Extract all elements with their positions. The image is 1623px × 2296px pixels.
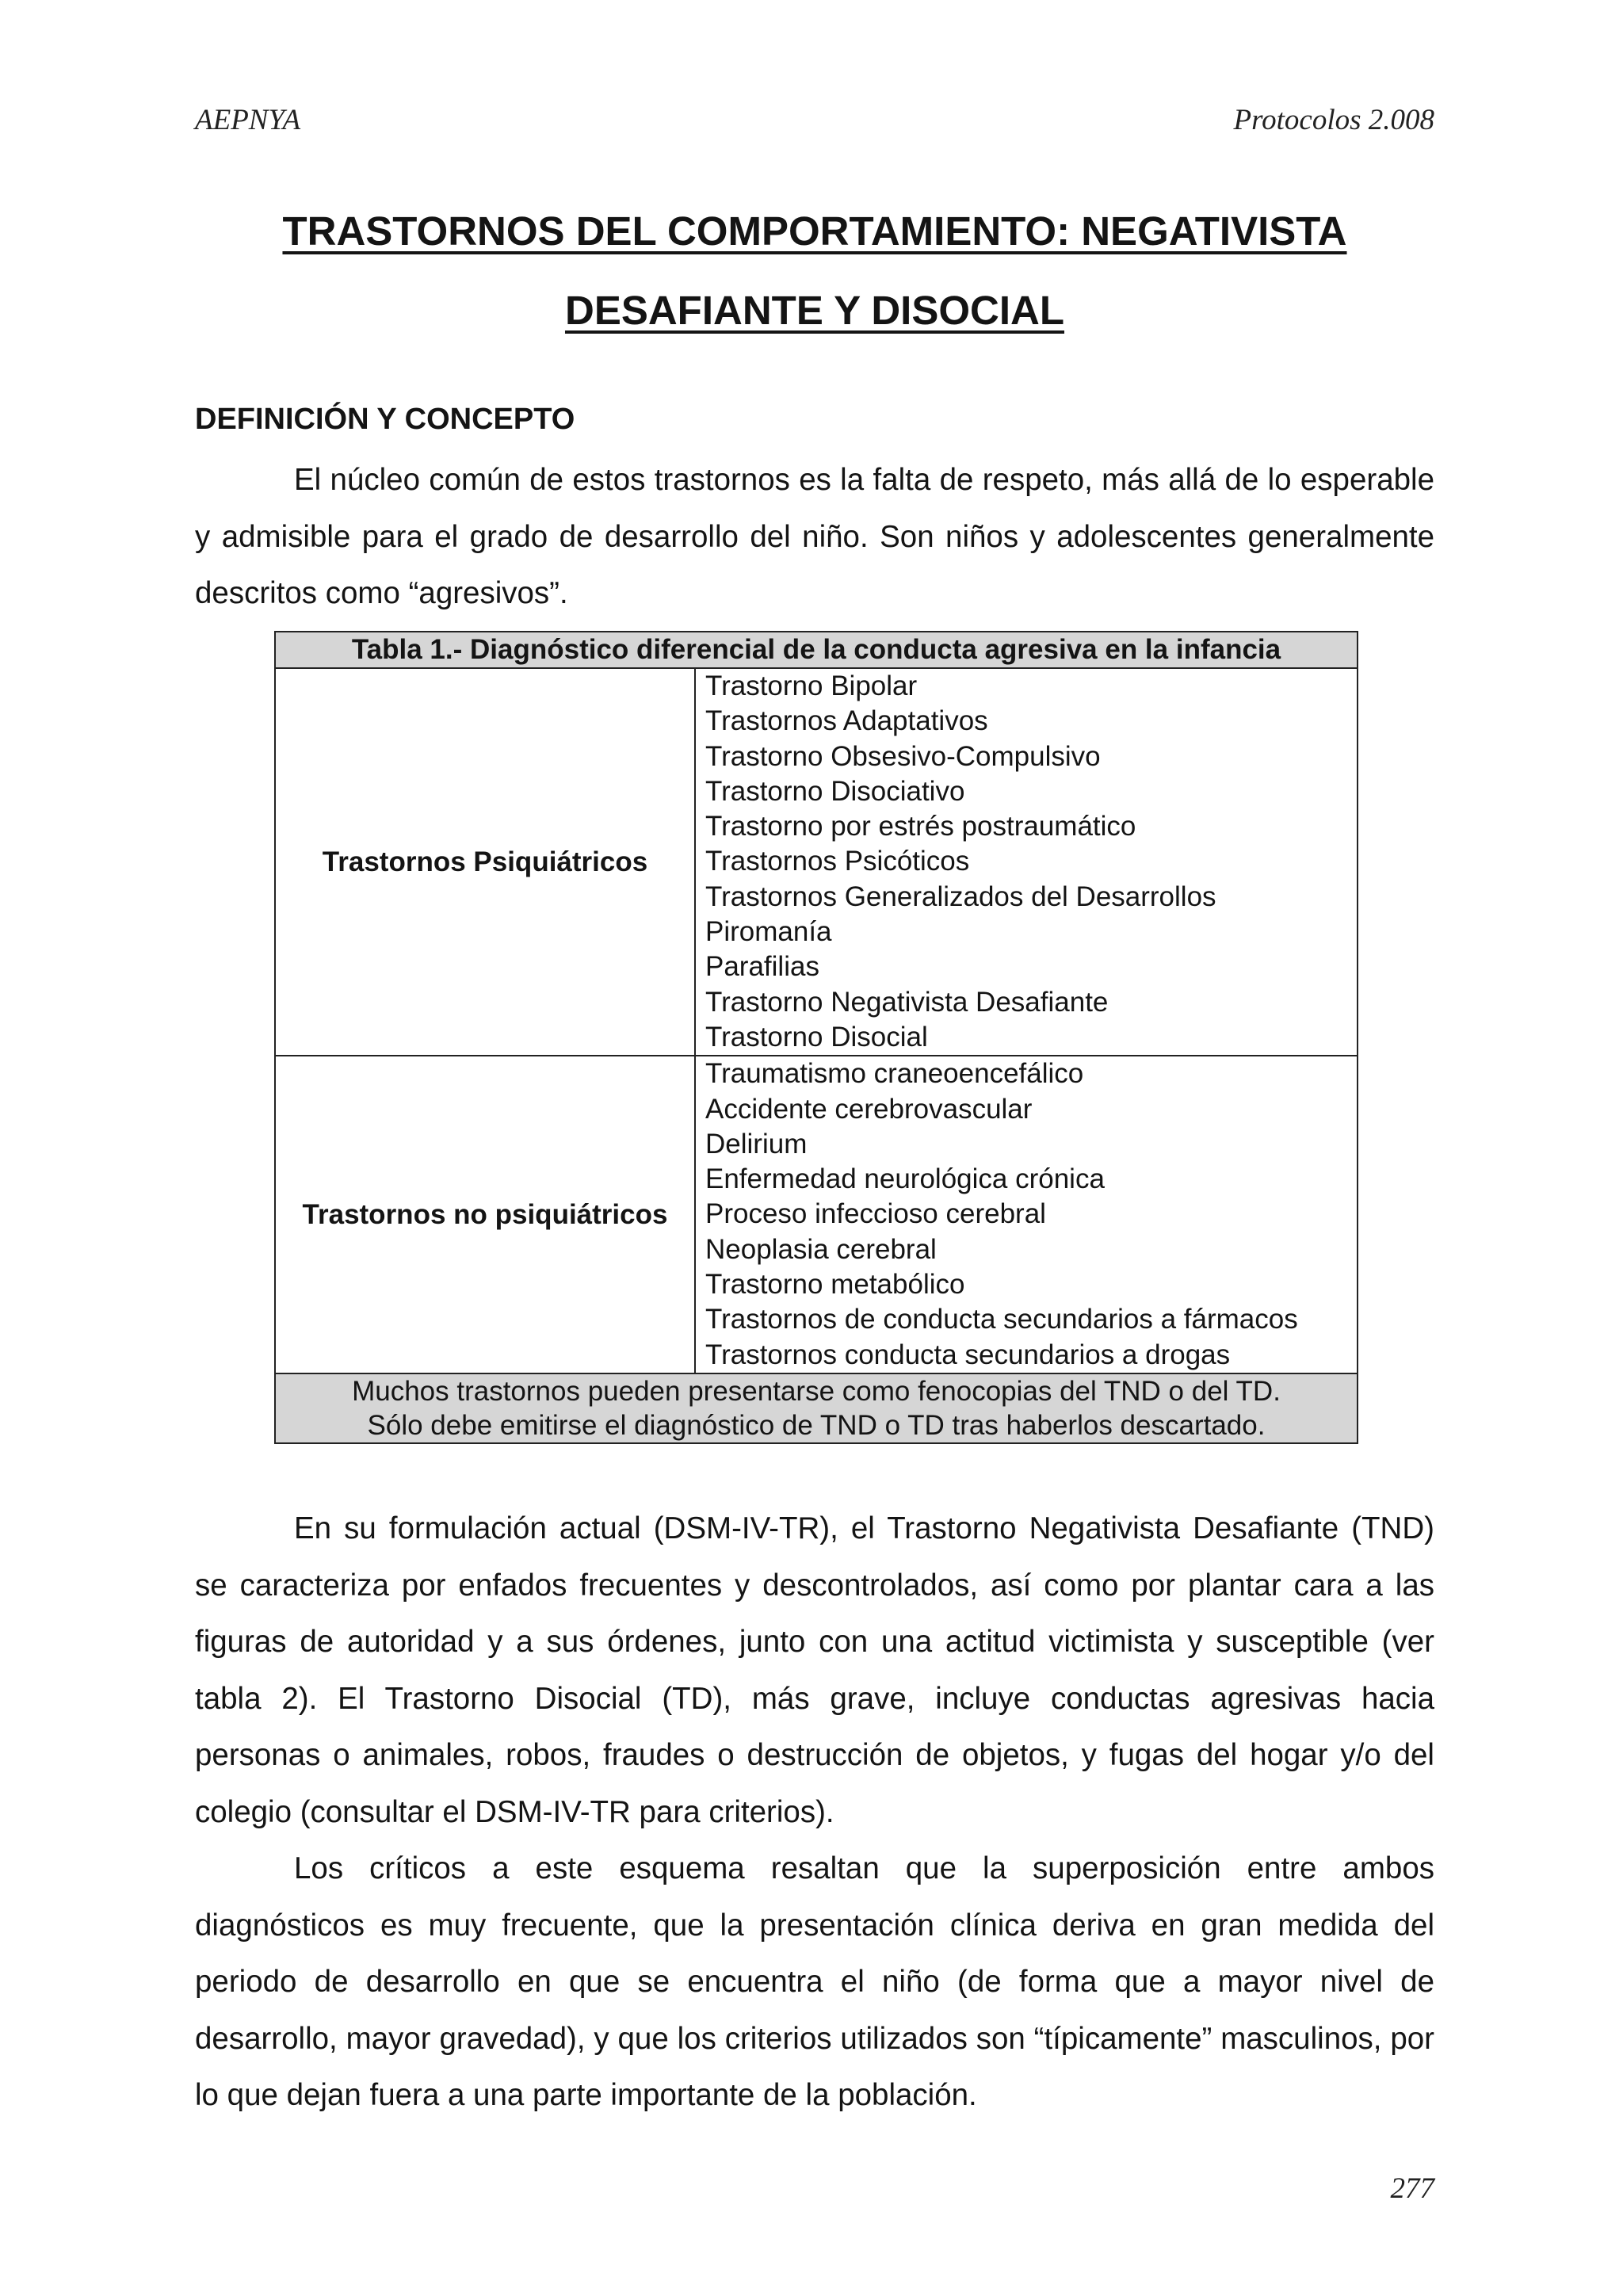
list-item: Trastorno por estrés postraumático: [705, 811, 1136, 842]
list-item: Neoplasia cerebral: [705, 1233, 937, 1265]
header-organization: AEPNYA: [195, 104, 301, 136]
list-item: Trastorno Disocial: [705, 1021, 928, 1052]
table-row: [275, 668, 1358, 1056]
title-line-1: TRASTORNOS DEL COMPORTAMIENTO: NEGATIVISTA: [282, 208, 1347, 254]
category-non-psychiatric: Trastornos no psiquiátricos: [275, 1056, 695, 1373]
list-item: Trastorno Obsesivo-Compulsivo: [705, 740, 1101, 772]
list-item: Trastorno Negativista Desafiante: [705, 986, 1109, 1018]
list-item: Parafilias: [705, 951, 819, 983]
list-item: Trastornos de conducta secundarios a fármacos: [705, 1304, 1298, 1335]
section-heading: DEFINICIÓN Y CONCEPTO: [195, 403, 575, 436]
page-title: [195, 192, 1434, 350]
list-item: Enfermedad neurológica crónica: [705, 1163, 1105, 1195]
header-protocol: Protocolos 2.008: [1233, 104, 1434, 136]
list-item: Trastornos conducta secundarios a drogas: [705, 1339, 1231, 1370]
list-item: Trastorno Bipolar: [705, 670, 918, 701]
list-item: Piromanía: [705, 916, 832, 948]
list-item: Trastorno metabólico: [705, 1269, 965, 1301]
non-psychiatric-items: [695, 1056, 1358, 1373]
footnote-line-1: Muchos trastornos pueden presentarse como fenocopias del TND o del TD.: [352, 1375, 1281, 1407]
list-item: Proceso infeccioso cerebral: [705, 1198, 1046, 1230]
title-line-2: DESAFIANTE Y DISOCIAL: [564, 288, 1065, 333]
list-item: Trastornos Psicóticos: [705, 846, 970, 877]
list-item: Accidente cerebrovascular: [705, 1093, 1033, 1125]
paragraph-critics: Los críticos a este esquema resaltan que la superposición entre ambos diagnósticos es muy frecuente, que la presentación clínica deriva en gran medida del periodo de desarrollo en que se encuentra el niño (de forma que a mayor nivel de desarrollo, mayor gravedad), y que los criterios utilizados son “típicamente” masculinos, por lo que dejan fuera a una parte importante de la población.: [195, 1851, 1434, 2112]
paragraph-dsm-definition: En su formulación actual (DSM-IV-TR), el Trastorno Negativista Desafiante (TND) se caracteriza por enfados frecuentes y descontrolados, así como por plantar cara a las figuras de autoridad y a sus órdenes, junto con una actitud victimista y susceptible (ver tabla 2). El Trastorno Disocial (TD), más grave, incluye conductas agresivas hacia personas o animales, robos, fraudes o destrucción de objetos, y fugas del hogar y/o del colegio (consultar el DSM-IV-TR para criterios).: [195, 1511, 1434, 1829]
footnote-line-2: Sólo debe emitirse el diagnóstico de TND o TD tras haberlos descartado.: [367, 1409, 1266, 1441]
psychiatric-items: [695, 668, 1358, 1056]
page-number: 277: [1390, 2172, 1434, 2205]
table-caption: Tabla 1.- Diagnóstico diferencial de la conducta agresiva en la infancia: [275, 632, 1358, 668]
table-row: [275, 1056, 1358, 1373]
list-item: Trastornos Generalizados del Desarrollos: [705, 881, 1216, 912]
list-item: Trastorno Disociativo: [705, 775, 965, 807]
list-item: Delirium: [705, 1128, 808, 1159]
paragraph-intro: El núcleo común de estos trastornos es la falta de respeto, más allá de lo esperable y admisible para el grado de desarrollo del niño. Son niños y adolescentes generalmente descritos como “agresivos”.: [195, 463, 1434, 610]
table-footnote: [275, 1373, 1358, 1443]
category-psychiatric: Trastornos Psiquiátricos: [275, 668, 695, 1056]
list-item: Traumatismo craneoencefálico: [705, 1058, 1084, 1090]
differential-diagnosis-table: [274, 631, 1358, 1444]
list-item: Trastornos Adaptativos: [705, 705, 988, 737]
